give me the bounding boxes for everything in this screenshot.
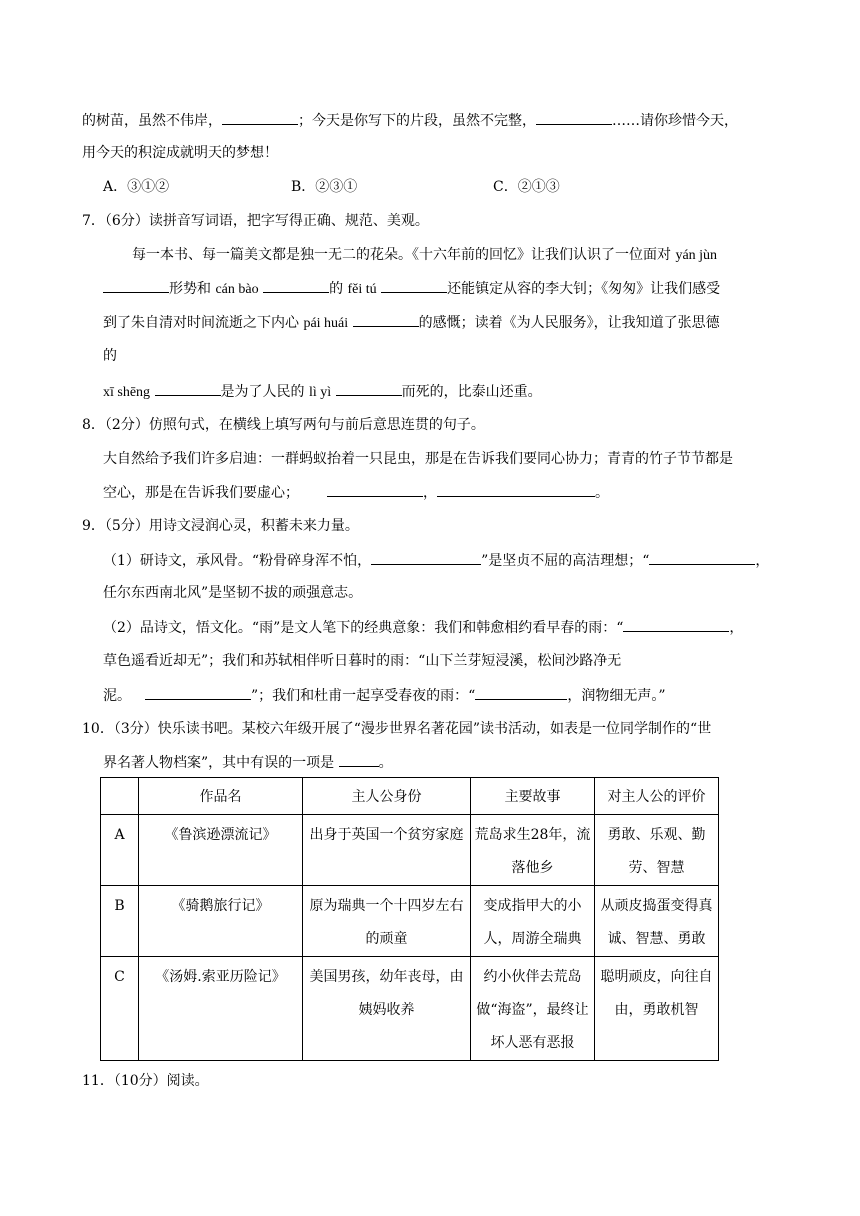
- text: ，: [755, 553, 770, 569]
- q7-line-3: [103, 312, 720, 334]
- table-cell: 变成指甲大的小人，周游全瑞典: [471, 886, 595, 957]
- q9-part2-line-3: [103, 685, 666, 706]
- q9-stem: 9．（5分）用诗文浸润心灵，积蓄未来力量。: [82, 518, 359, 534]
- text: 空心，那是在告诉我们要虚心；: [103, 485, 299, 501]
- table-cell: 聪明顽皮，向往自由，勇敢机智: [595, 957, 719, 1061]
- text: 还能镇定从容的李大钊；《匆匆》让我们感受: [447, 281, 721, 297]
- q8-line-2: [103, 482, 609, 503]
- q7-line-2: [103, 278, 720, 300]
- table-cell: 从顽皮捣蛋变得真诚、智慧、勇敢: [595, 886, 719, 957]
- text: ，: [729, 620, 744, 636]
- blank[interactable]: [623, 617, 729, 632]
- q8-stem: 8．（2分）仿照句式，在横线上填写两句与前后意思连贯的句子。: [82, 417, 485, 433]
- text: ……请你珍惜今天，: [612, 113, 738, 129]
- text: ”；我们和杜甫一起享受春夜的雨：“: [251, 688, 476, 704]
- table-cell: 出身于英国一个贫穷家庭: [303, 815, 471, 886]
- table-header: 作品名: [139, 778, 303, 815]
- text: 形势和: [169, 281, 211, 297]
- pinyin: fěi tú: [347, 282, 377, 297]
- blank[interactable]: [371, 550, 481, 565]
- text: 。: [595, 485, 609, 501]
- table-header-row: [101, 778, 719, 815]
- table-cell: 美国男孩，幼年丧母，由姨妈收养: [303, 957, 471, 1061]
- table-row: [101, 886, 719, 957]
- text: 的树苗，虽然不伟岸，: [82, 113, 222, 129]
- q7-line-4: 的: [103, 348, 117, 364]
- q9-part1-line-1: [103, 550, 769, 571]
- q9-part1-line-2: 任尔东西南北风”是坚韧不拔的顽强意志。: [103, 585, 363, 601]
- text: 到了朱自清对时间流逝之下内心: [103, 315, 299, 331]
- blank[interactable]: [536, 110, 612, 125]
- q6-option-c[interactable]: C．②①③: [493, 179, 560, 195]
- table-cell: 荒岛求生28年，流落他乡: [471, 815, 595, 886]
- pinyin: lì yì: [308, 385, 332, 400]
- text: （1）研诗文，承风骨。“粉骨碎身浑不怕，: [103, 553, 372, 569]
- blank[interactable]: [437, 482, 595, 497]
- blank[interactable]: [103, 278, 169, 293]
- blank[interactable]: [353, 312, 419, 327]
- text: ，: [423, 485, 437, 501]
- table-header: 对主人公的评价: [595, 778, 719, 815]
- text: （2）品诗文，悟文化。“雨”是文人笔下的经典意象：我们和韩愈相约看早春的雨：“: [103, 620, 624, 636]
- table-cell: A: [101, 815, 139, 886]
- blank[interactable]: [381, 278, 447, 293]
- blank[interactable]: [222, 110, 298, 125]
- q7-line-5: [103, 381, 542, 403]
- table-row: [101, 815, 719, 886]
- blank[interactable]: [336, 381, 402, 396]
- text: ；今天是你写下的片段，虽然不完整，: [298, 113, 536, 129]
- q10-line-2: [103, 752, 393, 773]
- table-cell: 《鲁滨逊漂流记》: [139, 815, 303, 886]
- table-cell: 约小伙伴去荒岛做“海盗”，最终让坏人恶有恶报: [471, 957, 595, 1061]
- text: 的感慨；读着《为人民服务》，让我知道了张思德: [418, 315, 720, 331]
- table-header: [101, 778, 139, 815]
- table-cell: 原为瑞典一个十四岁左右的顽童: [303, 886, 471, 957]
- blank[interactable]: [327, 482, 423, 497]
- text: ，润物细无声。”: [567, 688, 666, 704]
- q9-part2-line-1: [103, 617, 743, 638]
- blank[interactable]: [155, 381, 221, 396]
- table-cell: 《骑鹅旅行记》: [139, 886, 303, 957]
- text: 是为了人民的: [220, 384, 305, 400]
- q11-stem: 11．（10分）阅读。: [82, 1073, 209, 1089]
- pinyin: pái huái: [303, 316, 349, 331]
- blank[interactable]: [339, 752, 379, 767]
- pinyin: yán jùn: [675, 248, 718, 263]
- q10-line-1: 10．（3分）快乐读书吧。某校六年级开展了“漫步世界名著花园”读书活动，如表是一位同学制作的“世: [82, 721, 712, 737]
- table-row: [101, 957, 719, 1061]
- q9-part2-line-2: 草色遥看近却无”；我们和苏轼相伴听日暮时的雨：“山下兰芽短浸溪，松间沙路净无: [103, 653, 622, 669]
- blank[interactable]: [145, 685, 251, 700]
- table-cell: 《汤姆.索亚历险记》: [139, 957, 303, 1061]
- q7-line-1: [132, 245, 717, 266]
- q7-stem: 7．（6分）读拼音写词语，把字写得正确、规范、美观。: [82, 213, 429, 229]
- blank[interactable]: [649, 550, 755, 565]
- table-header: 主人公身份: [303, 778, 471, 815]
- q6-option-a[interactable]: A．③①②: [103, 179, 170, 195]
- text: 。: [378, 755, 393, 771]
- blank[interactable]: [263, 278, 329, 293]
- text: 泥。: [103, 688, 131, 704]
- table-cell: B: [101, 886, 139, 957]
- table-cell: 勇敢、乐观、勤劳、智慧: [595, 815, 719, 886]
- pinyin: cán bào: [215, 282, 259, 297]
- table-cell: C: [101, 957, 139, 1061]
- pinyin: xī shēng: [103, 385, 151, 400]
- blank[interactable]: [475, 685, 567, 700]
- q6-line-1: [82, 110, 738, 131]
- q6-option-b[interactable]: B．②③①: [291, 179, 358, 195]
- text: 界名著人物档案”，其中有误的一项是: [103, 755, 335, 771]
- table-header: 主要故事: [471, 778, 595, 815]
- q6-line-2: 用今天的积淀成就明天的梦想！: [82, 145, 278, 161]
- character-profile-table: [100, 777, 719, 1061]
- text: 而死的，比泰山还重。: [401, 384, 542, 400]
- text: ”是坚贞不屈的高洁理想；“: [481, 553, 650, 569]
- text: 的: [329, 281, 344, 297]
- q8-line-1: 大自然给予我们许多启迪：一群蚂蚁抬着一只昆虫，那是在告诉我们要同心协力；青青的竹子节节都是: [103, 451, 733, 467]
- text: 每一本书、每一篇美文都是独一无二的花朵。《十六年前的回忆》让我们认识了一位面对: [132, 247, 671, 263]
